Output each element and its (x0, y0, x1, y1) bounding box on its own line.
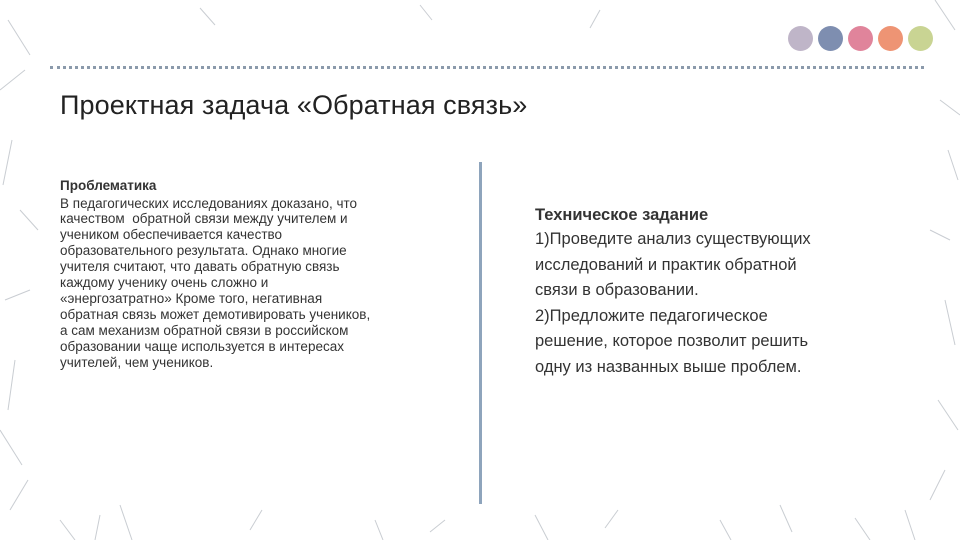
task-line: 2)Предложите педагогическое (535, 306, 768, 325)
accent-dots (788, 26, 933, 51)
task-line: связи в образовании. (535, 281, 699, 299)
task-heading: Техническое задание (535, 206, 709, 224)
accent-dot-blue (818, 26, 843, 51)
task-section (535, 203, 905, 380)
problem-heading: Проблематика (60, 178, 157, 193)
problem-line: В педагогических исследованиях доказано, что (60, 195, 358, 211)
task-line: одну из названных выше проблем. (535, 357, 802, 376)
slide-title: Проектная задача «Обратная связь» (60, 90, 528, 120)
problem-line: учеником обеспечивается качество (60, 227, 283, 243)
problem-line: образовании чаще используется в интересах (60, 338, 344, 354)
problem-line: учителя считают, что давать обратную связь (60, 259, 340, 275)
column-divider (479, 162, 482, 504)
task-line: исследований и практик обратной (535, 255, 797, 274)
task-line: решение, которое позволит решить (535, 332, 809, 350)
problem-text (60, 196, 480, 371)
accent-dot-green (908, 26, 933, 51)
dotted-title-rule (50, 66, 924, 69)
problem-line: «энергозатратно» Кроме того, негативная (60, 290, 323, 306)
accent-dot-pink (848, 26, 873, 51)
problem-line: обратная связь может демотивировать учеников, (60, 306, 371, 322)
problem-section (60, 178, 480, 370)
problem-line: каждому ученику очень сложно и (60, 275, 269, 291)
accent-dot-orange (878, 26, 903, 51)
problem-line: а сам механизм обратной связи в российском (60, 322, 349, 338)
problem-line: учителей, чем учеников. (60, 354, 214, 370)
problem-line: образовательного результата. Однако многие (60, 243, 347, 259)
task-line: 1)Проведите анализ существующих (535, 230, 811, 248)
problem-line: качеством обратной связи между учителем и (60, 211, 348, 227)
accent-dot-lavender (788, 26, 813, 51)
